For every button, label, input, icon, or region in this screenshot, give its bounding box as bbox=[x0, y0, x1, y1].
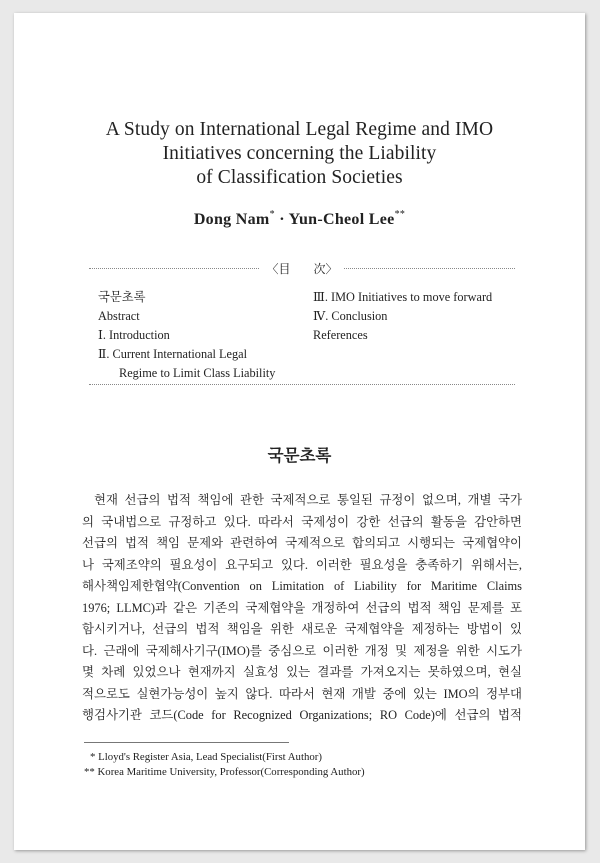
table-of-contents bbox=[89, 262, 515, 385]
body-line: 다. 근래에 국제해사기구(IMO)를 중심으로 이러한 개정 및 제정을 위한 시도가 bbox=[82, 643, 522, 658]
toc-heading: 〈目 次〉 bbox=[260, 262, 343, 276]
body-line: 적으로도 실현가능성이 높지 않다. 따라서 현재 개발 중에 있는 IMO의 정부대 bbox=[82, 686, 522, 701]
toc-left-column bbox=[98, 288, 275, 383]
abstract-body bbox=[82, 490, 522, 727]
toc-item: Regime to Limit Class Liability bbox=[119, 366, 276, 380]
title-line: of Classification Societies bbox=[196, 167, 403, 188]
toc-item: Ⅲ. IMO Initiatives to move forward bbox=[313, 290, 493, 304]
body-line: 의 국내법으로 규정하고 있다. 따라서 국제성이 강한 선급의 활동을 감안하면 bbox=[82, 514, 522, 529]
body-line: 선급의 법적 책임 문제와 관련하여 국제적으로 합의되고 시행되는 국제협약이 bbox=[82, 536, 522, 550]
body-line: 현재 선급의 법적 책임에 관한 국제적으로 통일된 규정이 없으며, 개별 국가 bbox=[94, 493, 522, 507]
author-separator: · bbox=[279, 211, 285, 228]
footnote-divider bbox=[84, 742, 289, 743]
body-line: 행검사기관 코드(Code for Recognized Organizations; RO Code)에 선급의 법적 bbox=[82, 708, 522, 722]
toc-right-column bbox=[313, 288, 492, 345]
footnotes bbox=[84, 750, 365, 780]
body-line: 함시키거나, 선급의 법적 책임을 위한 새로운 국제협약을 제정하는 방법이 있 bbox=[82, 622, 522, 636]
body-line: 나 국제조약의 필요성이 요구되고 있다. 이러한 필요성을 충족하기 위해서는, bbox=[82, 557, 522, 572]
author-name: Dong Nam bbox=[193, 211, 270, 228]
footnote: * Lloyd's Register Asia, Lead Specialist(First Author) bbox=[90, 751, 322, 763]
footnote: ** Korea Maritime University, Professor(Corresponding Author) bbox=[84, 766, 365, 778]
section-heading: 국문초록 bbox=[267, 446, 332, 465]
paper-title bbox=[14, 118, 585, 190]
title-line: A Study on International Legal Regime and IMO bbox=[105, 119, 494, 140]
toc-item: Ⅰ. Introduction bbox=[98, 328, 170, 342]
author-mark: ** bbox=[394, 209, 406, 220]
author-line bbox=[14, 209, 585, 229]
toc-item: Abstract bbox=[98, 309, 140, 323]
body-line: 몇 차례 있었으나 현재까지 실효성 있는 결과를 가져오지는 못하였으며, 현실 bbox=[82, 665, 522, 679]
body-line: 1976; LLMC)과 같은 기존의 국제협약을 개정하여 선급의 법적 책임 문제를 포 bbox=[82, 600, 522, 615]
title-line: Initiatives concerning the Liability bbox=[162, 143, 437, 164]
author-name: Yun-Cheol Lee bbox=[288, 211, 395, 228]
paper-page bbox=[14, 13, 585, 850]
toc-item: References bbox=[313, 328, 368, 342]
body-line: 해사책임제한협약(Convention on Limitation of Liability for Maritime Claims bbox=[82, 579, 522, 593]
author-mark: * bbox=[269, 209, 275, 220]
toc-item: Ⅱ. Current International Legal bbox=[98, 347, 248, 361]
toc-item: Ⅳ. Conclusion bbox=[313, 309, 388, 323]
toc-item: 국문초록 bbox=[98, 290, 146, 304]
